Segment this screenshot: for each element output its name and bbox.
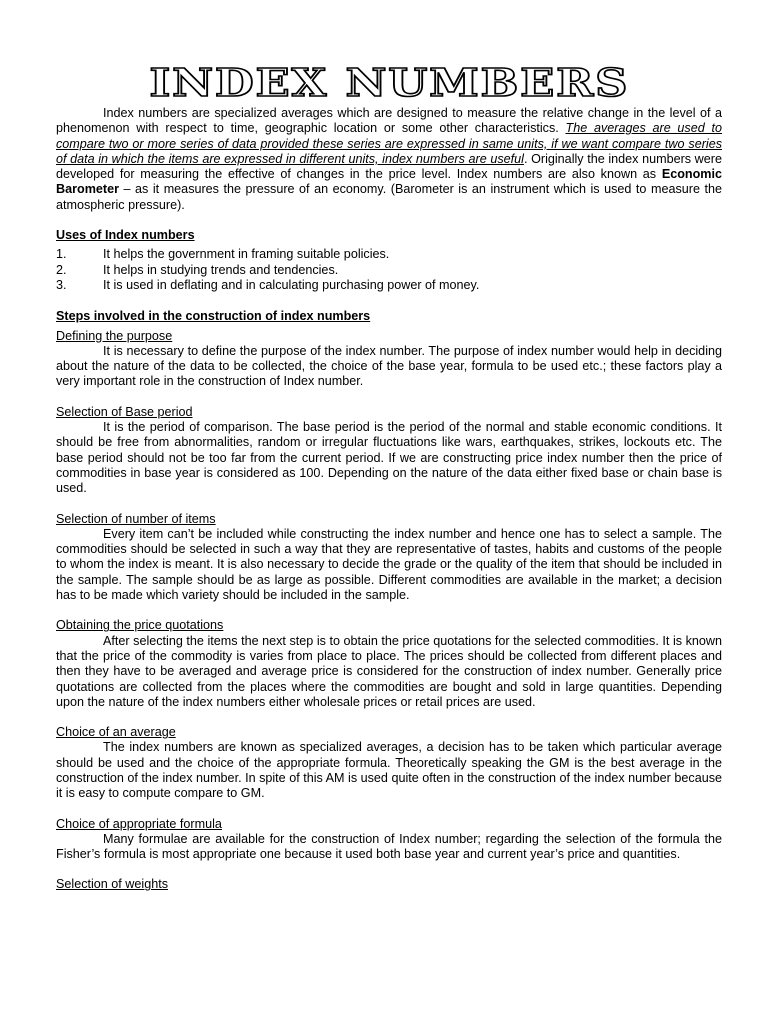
intro-text-1: Index numbers are specialized averages which are designed to measure the relative change in the level of a phenomenon with respect to time, geographic location or some other characteristics.: [56, 106, 722, 136]
subsection-title: Selection of Base period: [56, 404, 193, 419]
subsection-body: After selecting the items the next step is to obtain the price quotations for the selected commodities. It is known that the price of the commodity is varies from place to place. The prices should be collected from different places and then they have to be averaged and average price is considered for the construction of index number. Generally price quotations are collected from the places where the commodities are bought and sold in large quantities. Depending upon the nature of the index numbers either wholesale prices or retail prices are used.: [56, 633, 722, 709]
subsection-title: Obtaining the price quotations: [56, 618, 224, 633]
subsection-title: Choice of appropriate formula: [56, 816, 222, 831]
subsection-body: It is necessary to define the purpose of the index number. The purpose of index number would help in deciding about the nature of the data to be collected, the choice of the base year, formula to be used etc.; these factors play a very important role in the construction of Index number.: [56, 343, 722, 389]
uses-list: [56, 247, 722, 293]
subsection-body: It is the period of comparison. The base period is the period of the normal and stable economic conditions. It should be free from abnormalities, random or irregular fluctuations like wars, earthquakes, strikes, lockouts etc. The base period should not be too far from the current period. If we are constructing price index number then the price of commodities in base year is considered as 100. Depending on the nature of the data either fixed base or chain base is used.: [56, 420, 722, 496]
document-page: [56, 62, 722, 893]
list-item: [56, 247, 722, 262]
list-item-number: 1.: [56, 247, 67, 262]
subsection-title: Defining the purpose: [56, 328, 173, 343]
uses-heading: Uses of Index numbers: [56, 228, 195, 243]
intro-text-3: – as it measures the pressure of an economy. (Barometer is an instrument which is used to measure the atmospheric pressure).: [56, 182, 722, 212]
list-item-number: 2.: [56, 262, 67, 277]
subsection-body: Every item can’t be included while constructing the index number and hence one has to select a sample. The commodities should be selected in such a way that they are representative of tastes, habits and customs of the people to whom the index is meant. It is also necessary to decide the grade or the quality of the item that should be included in the sample. The sample should be as large as possible. Different commodities are available in the market; a decision has to be made which variety should be included in the sample.: [56, 526, 722, 603]
title-container: [56, 62, 722, 106]
subsection-title: Selection of number of items: [56, 511, 216, 526]
list-item: [56, 263, 722, 278]
list-item-text: It helps in studying trends and tendencies.: [103, 262, 339, 277]
subsection-title: Choice of an average: [56, 725, 176, 740]
intro-text-2: . Originally the index numbers were developed for measuring the effective of changes in the price level. Index numbers are also known as: [56, 151, 722, 182]
page-title: INDEX NUMBERS: [149, 60, 629, 105]
intro-paragraph: [56, 106, 722, 213]
list-item-text: It is used in deflating and in calculating purchasing power of money.: [103, 277, 480, 292]
list-item-number: 3.: [56, 277, 67, 292]
subsection-body: Many formulae are available for the construction of Index number; regarding the selection of the formula the Fisher’s formula is most appropriate one because it used both base year and current year’s price and quantities.: [56, 831, 722, 862]
steps-heading: Steps involved in the construction of index numbers: [56, 309, 371, 324]
intro-emphasis: The averages are used to compare two or more series of data provided these series are expressed in same units, if we want compare two series of data in which the items are expressed in different units, index numbers are useful: [56, 121, 722, 166]
list-item-text: It helps the government in framing suitable policies.: [103, 247, 390, 262]
list-item: [56, 278, 722, 293]
intro-bold-term: Economic Barometer: [56, 167, 722, 197]
subsection-title: Selection of weights: [56, 877, 169, 892]
subsection-body: The index numbers are known as specialized averages, a decision has to be taken which particular average should be used and the choice of the appropriate formula. Theoretically speaking the GM is the best average in the construction of the index number. In spite of this AM is used quite often in the construction of the index number because it is easy to compute compare to GM.: [56, 740, 722, 801]
